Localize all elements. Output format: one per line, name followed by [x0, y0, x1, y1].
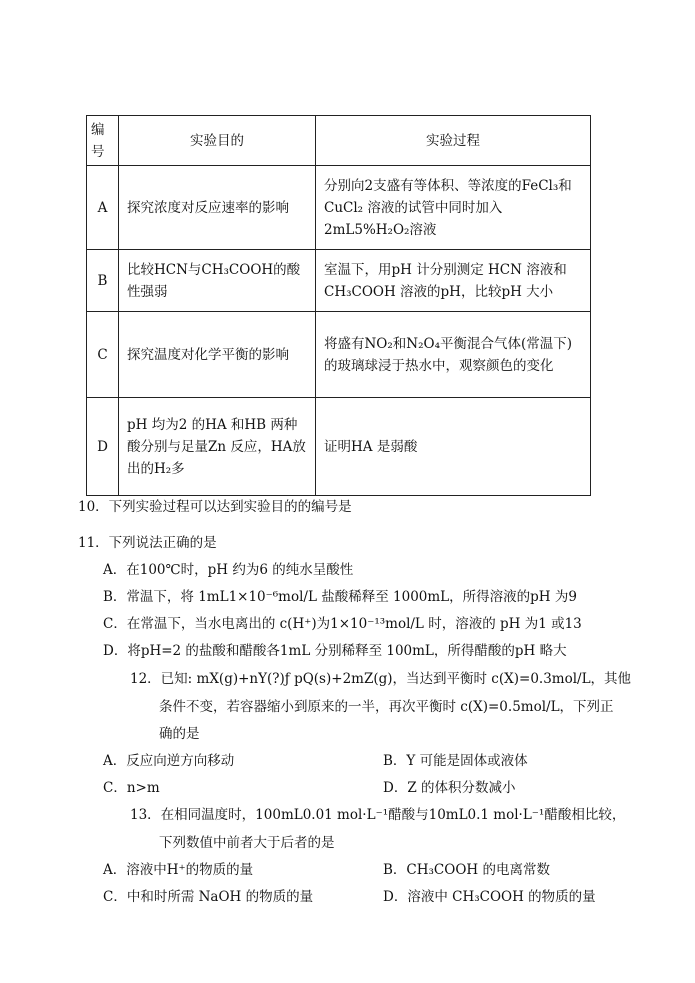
question-10: 10．下列实验过程可以达到实验目的的编号是 [78, 499, 352, 515]
q13-option-b: B．CH₃COOH 的电离常数 [383, 862, 550, 878]
question-13-line2: 下列数值中前者大于后者的是 [159, 835, 335, 851]
q11-option-b: B．常温下，将 1mL1×10⁻⁶mol/L 盐酸稀释至 1000mL，所得溶液的pH 为9 [103, 589, 577, 605]
header-process: 实验过程 [316, 116, 591, 166]
question-12-line2: 条件不变，若容器缩小到原来的一半，再次平衡时 c(X)=0.5mol/L，下列正 [159, 699, 614, 715]
row-process: 将盛有NO₂和N₂O₄平衡混合气体(常温下)的玻璃球浸于热水中，观察颜色的变化 [316, 312, 591, 398]
q13-option-d: D．溶液中 CH₃COOH 的物质的量 [383, 889, 596, 905]
row-process: 分别向2支盛有等体积、等浓度的FeCl₃和 CuCl₂ 溶液的试管中同时加入2mL5%H₂O₂溶液 [316, 166, 591, 250]
table-row [87, 166, 591, 250]
q12-option-c: C．n>m [103, 780, 160, 796]
question-13-line1: 13．在相同温度时，100mL0.01 mol·L⁻¹醋酸与10mL0.1 mol·L⁻¹醋酸相比较， [130, 807, 626, 823]
row-purpose: 探究温度对化学平衡的影响 [119, 312, 316, 398]
row-id: C [87, 312, 119, 398]
q12-option-b: B．Y 可能是固体或液体 [383, 753, 528, 769]
question-12-line1: 12．已知: mX(g)+nY(?)ƒ pQ(s)+2mZ(g)，当达到平衡时 c(X)=0.3mol/L，其他 [130, 671, 632, 687]
row-id: D [87, 398, 119, 496]
table-row [87, 312, 591, 398]
q13-option-a: A．溶液中H⁺的物质的量 [103, 862, 254, 878]
q11-option-a: A．在100℃时，pH 约为6 的纯水呈酸性 [103, 562, 354, 578]
q13-option-c: C．中和时所需 NaOH 的物质的量 [103, 889, 314, 905]
q11-option-c: C．在常温下，当水电离出的 c(H⁺)为1×10⁻¹³mol/L 时，溶液的 pH 为1 或13 [103, 616, 582, 632]
header-id: 编号 [87, 116, 119, 166]
header-purpose: 实验目的 [119, 116, 316, 166]
row-process: 证明HA 是弱酸 [316, 398, 591, 496]
row-id: A [87, 166, 119, 250]
table-header-row [87, 116, 591, 166]
question-11-stem: 11．下列说法正确的是 [78, 535, 217, 551]
row-process: 室温下，用pH 计分别测定 HCN 溶液和CH₃COOH 溶液的pH，比较pH 大小 [316, 250, 591, 312]
row-purpose: pH 均为2 的HA 和HB 两种酸分别与足量Zn 反应，HA放出的H₂多 [119, 398, 316, 496]
q12-option-d: D．Z 的体积分数减小 [383, 780, 516, 796]
table-row [87, 250, 591, 312]
question-12-line3: 确的是 [159, 726, 200, 742]
q11-option-d: D．将pH=2 的盐酸和醋酸各1mL 分别稀释至 100mL，所得醋酸的pH 略大 [103, 643, 567, 659]
table-row [87, 398, 591, 496]
row-purpose: 比较HCN与CH₃COOH的酸性强弱 [119, 250, 316, 312]
row-id: B [87, 250, 119, 312]
q12-option-a: A．反应向逆方向移动 [103, 753, 235, 769]
row-purpose: 探究浓度对反应速率的影响 [119, 166, 316, 250]
experiment-table [86, 115, 591, 496]
